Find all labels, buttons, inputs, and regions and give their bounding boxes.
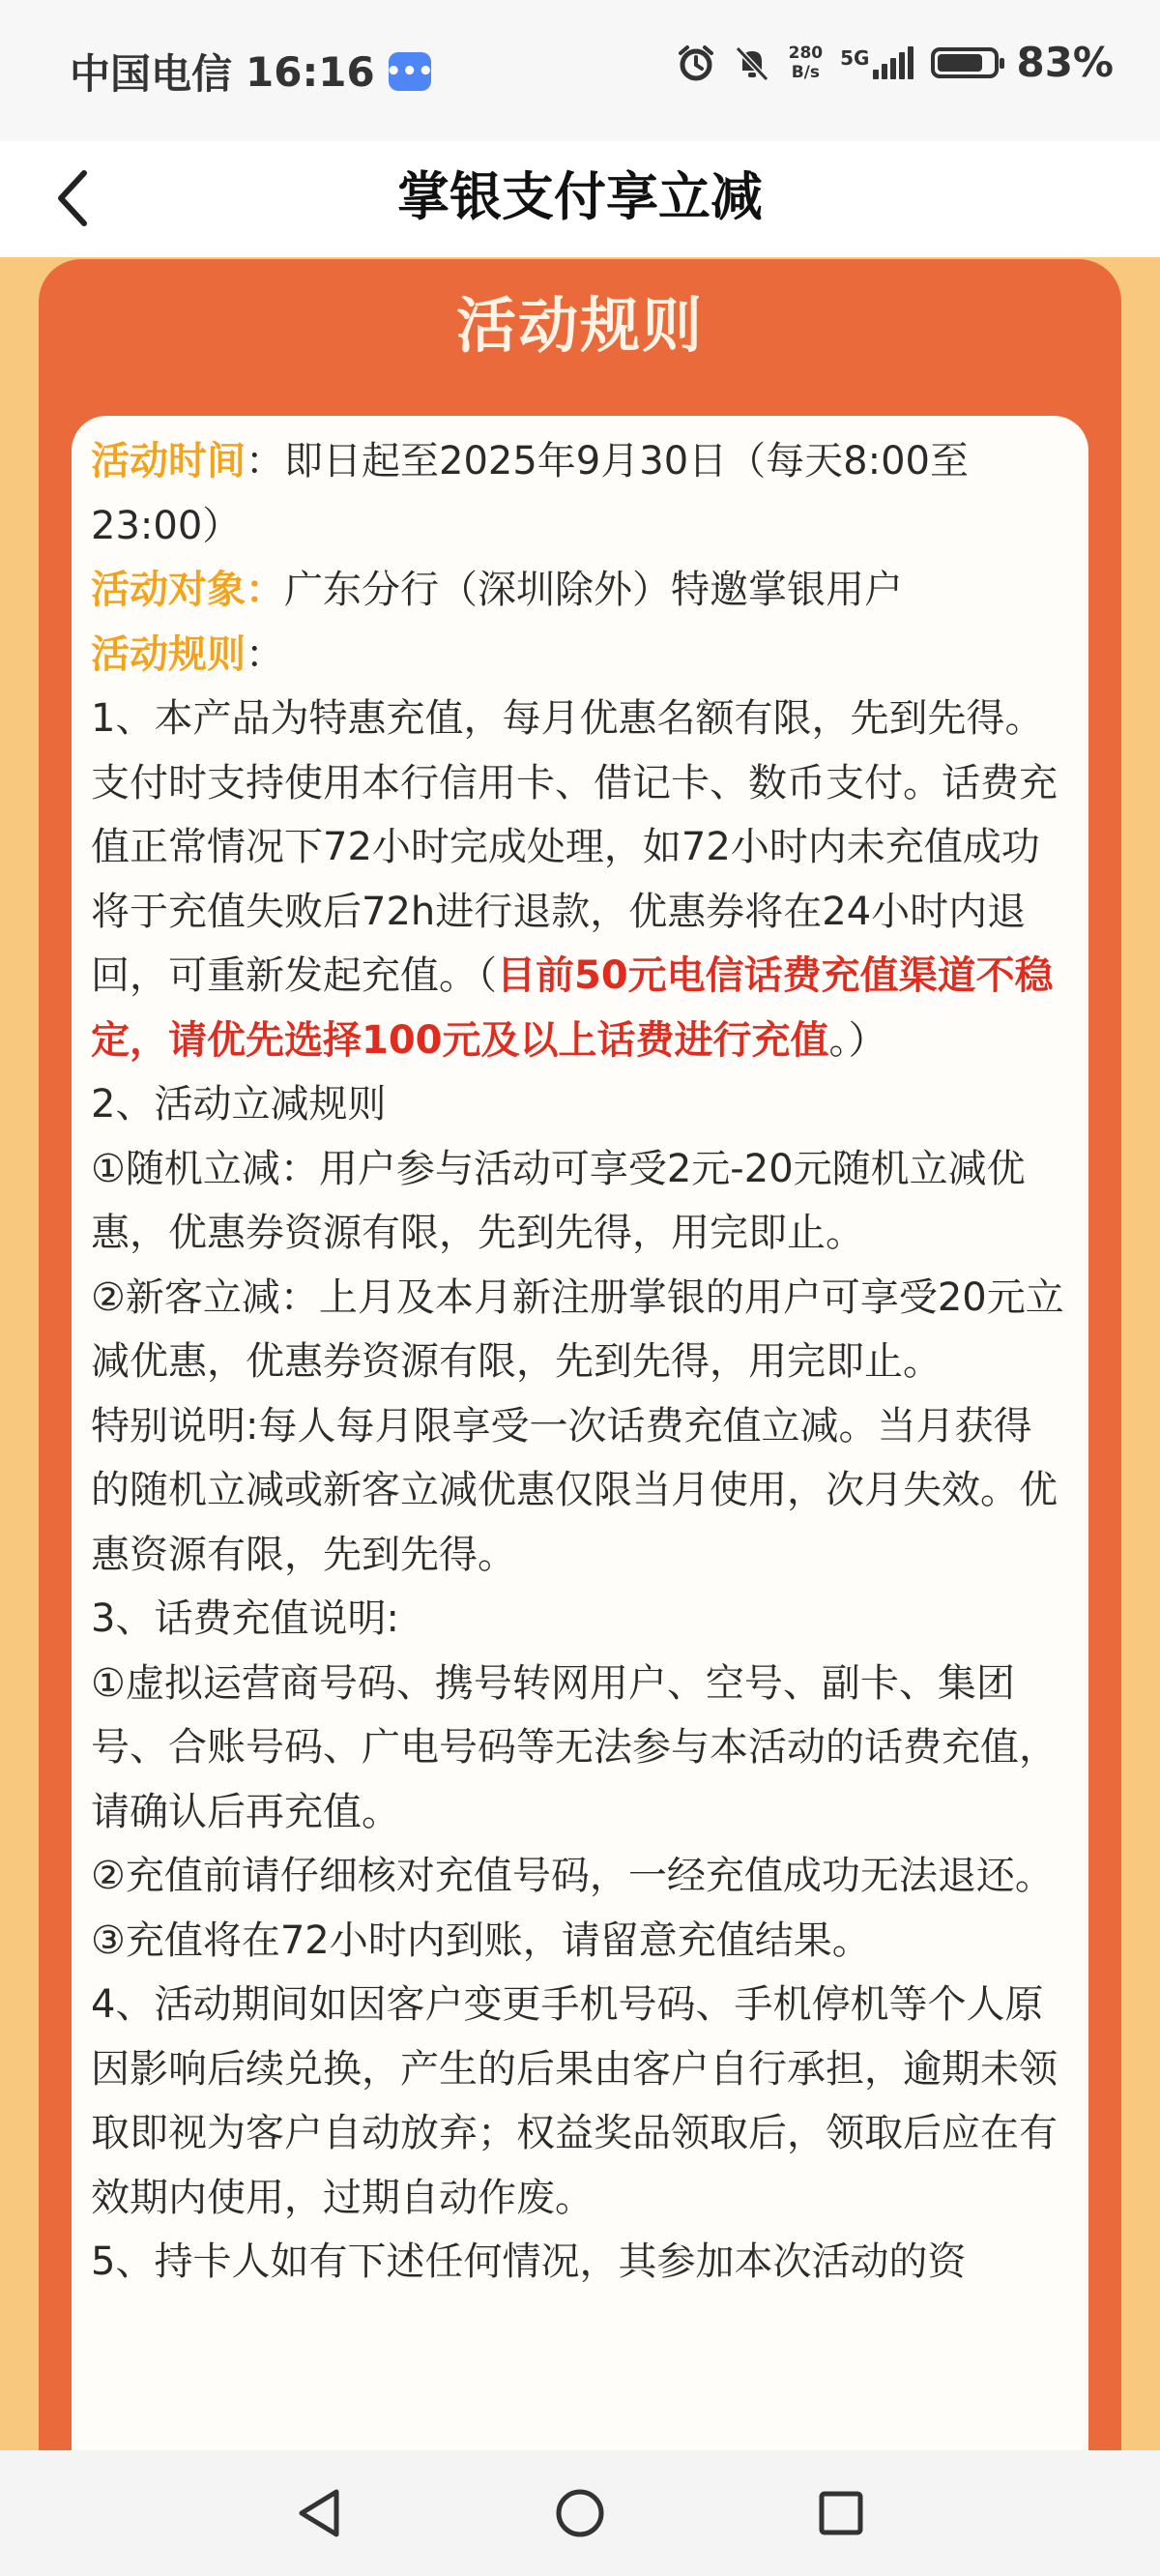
back-triangle-icon [294, 2486, 344, 2540]
nav-back-button[interactable] [290, 2484, 348, 2542]
page-title: 掌银支付享立减 [397, 166, 763, 227]
activity-target-label: 活动对象： [91, 568, 284, 612]
status-right [677, 39, 1114, 86]
nav-recents-button[interactable] [812, 2484, 870, 2542]
rule-1-text: 1、本产品为特惠充值，每月优惠名额有限，先到先得。支付时支持使用本行信用卡、借记卡、数币支付。话费充值正常情况下72小时完成处理，如72小时内未充值成功将于充值失败后72h进行退款，优惠券将在24小时内退回，可重新发起充值。（ [91, 696, 1058, 998]
rule-1-tail: 。） [828, 1017, 887, 1063]
net-speed-value: 280 [788, 43, 824, 63]
activity-rules-heading [91, 623, 1067, 688]
rule-1 [91, 687, 1067, 1072]
alarm-icon [677, 44, 715, 82]
activity-time-value: ：即日起至2025年9月30日（每天8:00至23:00） [91, 439, 969, 548]
rule-3-a: ①虚拟运营商号码、携号转网用户、空号、副卡、集团号、合账号码、广电号码等无法参与本活动的话费充值，请确认后再充值。 [91, 1660, 1058, 1834]
recents-square-icon [816, 2488, 866, 2538]
rules-card [39, 259, 1121, 2450]
system-nav-bar [0, 2450, 1160, 2576]
status-left [70, 43, 434, 101]
clock: 16:16 [246, 47, 375, 96]
signal-icon [873, 46, 914, 79]
rule-1-warning: 目前50元电信话费充值渠道不稳定，请优先选择100元及以上话费进行充值 [91, 953, 1054, 1063]
activity-time-label: 活动时间 [91, 439, 246, 483]
rule-5: 5、持卡人如有下述任何情况，其参加本次活动的资 [91, 2239, 967, 2284]
rules-title: 活动规则 [455, 290, 704, 361]
activity-time [91, 429, 1067, 558]
rule-2-title: 2、活动立减规则 [91, 1082, 387, 1127]
rule-3-c: ③充值将在72小时内到账，请留意充值结果。 [91, 1917, 871, 1963]
rule-2-note: 特别说明:每人每月限享受一次话费充值立减。当月获得的随机立减或新客立减优惠仅限当月使用，次月失效。优惠资源有限，先到先得。 [91, 1403, 1058, 1577]
net-speed-unit: B/s [791, 62, 821, 82]
rules-text [91, 429, 1067, 2295]
message-icon: ••• [389, 52, 431, 91]
status-bar [0, 0, 1160, 141]
activity-target [91, 558, 1067, 623]
app-header [0, 141, 1160, 257]
net-speed [789, 44, 824, 82]
activity-target-value: 广东分行（深圳除外）特邀掌银用户 [284, 568, 903, 612]
signal-group [840, 46, 914, 79]
main-content[interactable] [0, 257, 1160, 2450]
rule-2-new-customer: ②新客立减：上月及本月新注册掌银的用户可享受20元立减优惠，优惠券资源有限，先到先得，用完即止。 [91, 1274, 1064, 1384]
battery-level [938, 54, 982, 72]
nav-home-button[interactable] [551, 2484, 609, 2542]
rule-4: 4、活动期间如因客户变更手机号码、手机停机等个人原因影响后续兑换，产生的后果由客户自行承担，逾期未领取即视为客户自动放弃；权益奖品领取后，领取后应在有效期内使用，过期自动作废。 [91, 1982, 1058, 2220]
rules-body [72, 416, 1088, 2450]
rule-2-random-discount: ①随机立减：用户参与活动可享受2元-20元随机立减优惠，优惠券资源有限，先到先得，用完即止。 [91, 1146, 1026, 1255]
network-type: 5G [840, 45, 870, 70]
battery-percent: 83% [1016, 39, 1114, 86]
activity-rules-label: 活动规则 [91, 631, 246, 677]
battery-icon [931, 47, 999, 78]
carrier-name: 中国电信 [70, 50, 233, 98]
rule-3-title: 3、话费充值说明: [91, 1596, 399, 1641]
rule-3-b: ②充值前请仔细核对充值号码，一经充值成功无法退还。 [91, 1854, 1054, 1898]
mute-icon [733, 44, 771, 82]
home-circle-icon [553, 2486, 607, 2540]
activity-rules-colon: ： [246, 631, 284, 677]
